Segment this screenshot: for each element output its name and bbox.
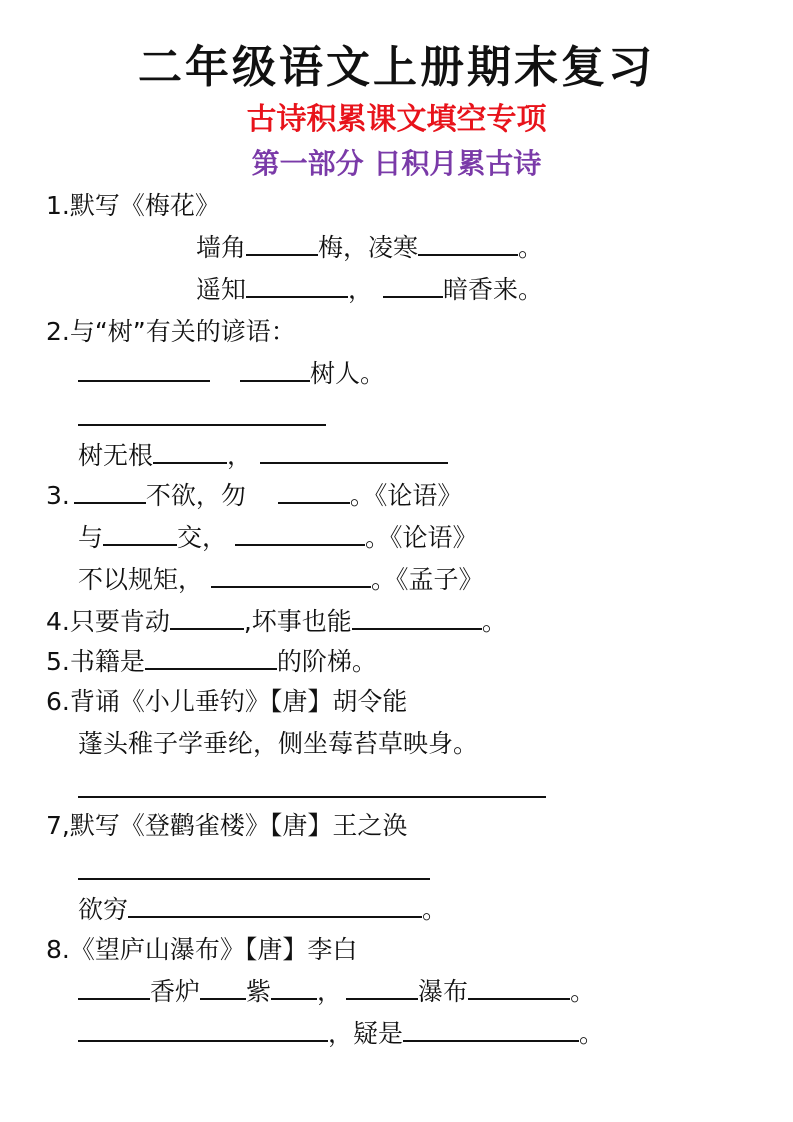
question-6-line-1: 蓬头稚子学垂纶，侧坐莓苔草映身。 <box>78 729 479 758</box>
question-1-line-2: 遥知 ， 暗香来。 <box>196 270 543 310</box>
question-6-label: 6.背诵《小儿垂钓》【唐】胡令能 <box>46 687 408 716</box>
page-subtitle: 古诗积累课文填空专项 <box>246 102 547 137</box>
answer-blank[interactable] <box>78 1016 328 1042</box>
answer-blank[interactable] <box>352 604 482 630</box>
answer-blank[interactable] <box>246 272 348 298</box>
question-2-line-1: 树人。 <box>78 354 385 394</box>
answer-blank[interactable] <box>78 974 150 1000</box>
page-title: 二年级语文上册期末复习 <box>138 42 655 93</box>
answer-blank[interactable] <box>170 604 244 630</box>
answer-blank[interactable] <box>418 230 518 256</box>
question-4: 4.只要肯动 ,坏事也能 。 <box>46 602 507 642</box>
answer-blank[interactable] <box>383 272 443 298</box>
answer-blank[interactable] <box>346 974 418 1000</box>
answer-blank[interactable] <box>235 520 365 546</box>
question-2-line-3: 树无根 ， <box>78 436 448 476</box>
answer-blank[interactable] <box>78 356 210 382</box>
question-1-line-1: 墙角 梅，凌寒 。 <box>196 228 543 268</box>
answer-blank[interactable] <box>74 478 146 504</box>
answer-blank[interactable] <box>211 562 371 588</box>
question-7-line-2: 欲穷 。 <box>78 890 447 930</box>
answer-blank[interactable] <box>145 644 277 670</box>
answer-blank[interactable] <box>246 230 318 256</box>
answer-line[interactable] <box>78 424 326 426</box>
question-8-label: 8.《望庐山瀑布》【唐】李白 <box>46 935 358 964</box>
question-3-line-3: 不以规矩， 。《孟子》 <box>78 560 484 600</box>
answer-line[interactable] <box>78 878 430 880</box>
answer-line[interactable] <box>78 796 546 798</box>
question-1-label: 1.默写《梅花》 <box>46 191 220 220</box>
question-3-line-1: 3. 不欲，勿 。《论语》 <box>46 476 462 516</box>
answer-blank[interactable] <box>278 478 350 504</box>
section-heading: 第一部分 日积月累古诗 <box>251 147 542 180</box>
question-8-line-2: ，疑是 。 <box>78 1014 604 1054</box>
answer-blank[interactable] <box>240 356 310 382</box>
answer-blank[interactable] <box>271 974 317 1000</box>
question-7-label: 7,默写《登鹳雀楼》【唐】王之涣 <box>46 811 408 840</box>
answer-blank[interactable] <box>153 438 227 464</box>
answer-blank[interactable] <box>403 1016 579 1042</box>
answer-blank[interactable] <box>260 438 448 464</box>
answer-blank[interactable] <box>200 974 246 1000</box>
answer-blank[interactable] <box>103 520 177 546</box>
question-5: 5.书籍是 的阶梯。 <box>46 642 377 682</box>
question-2-label: 2.与“树”有关的谚语： <box>46 317 296 346</box>
answer-blank[interactable] <box>128 892 422 918</box>
answer-blank[interactable] <box>468 974 570 1000</box>
question-3-line-2: 与 交， 。《论语》 <box>78 518 478 558</box>
question-8-line-1: 香炉 紫 ， 瀑布 。 <box>78 972 595 1012</box>
